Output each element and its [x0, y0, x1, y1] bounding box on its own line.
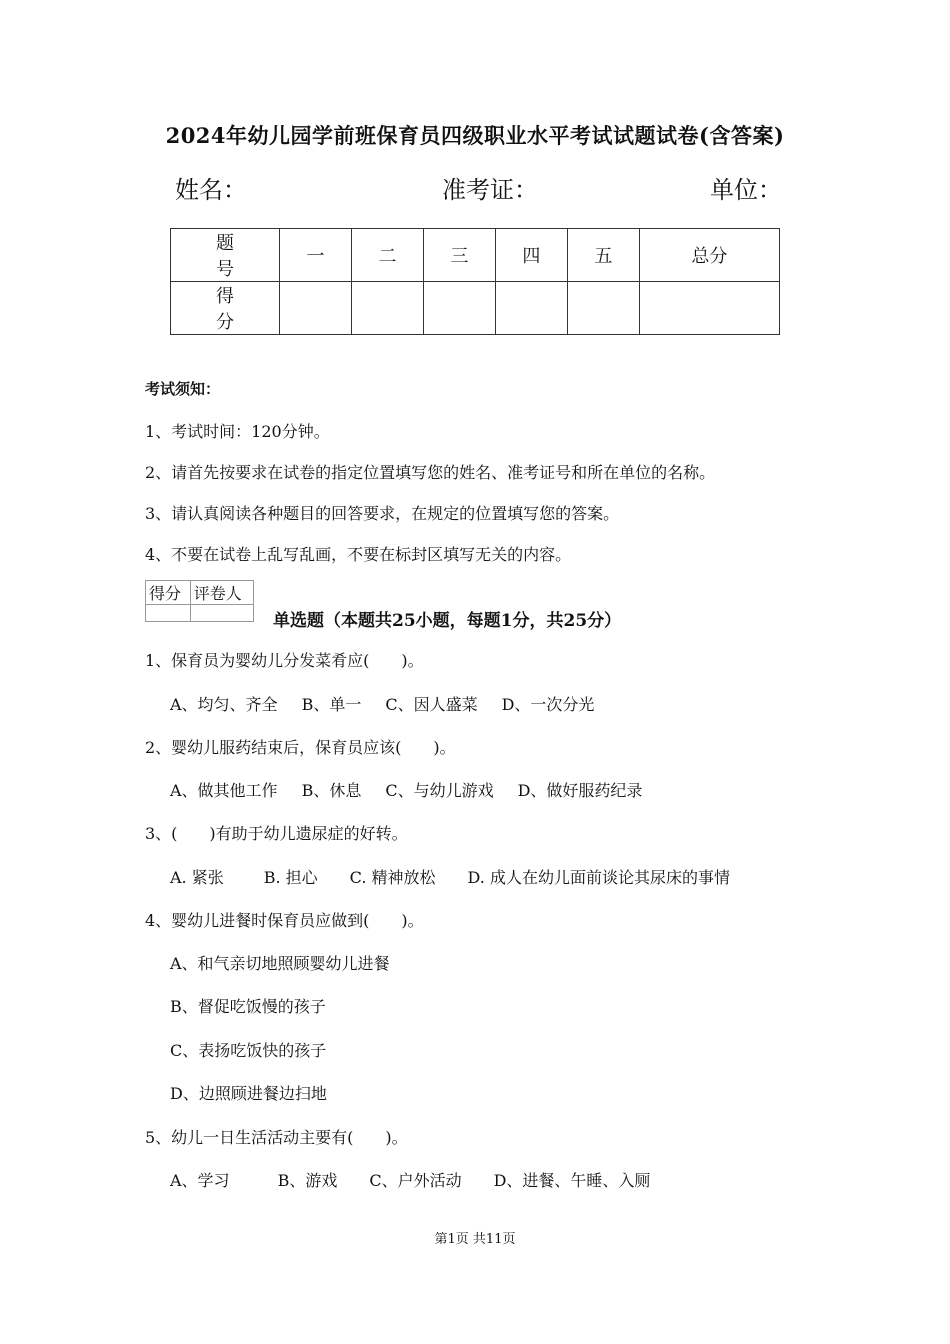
option: A、均匀、齐全: [170, 695, 278, 714]
score-table-col-4: 四: [495, 229, 567, 282]
option: D、做好服药纪录: [517, 781, 643, 800]
page-number: 第1页 共11页: [434, 1232, 516, 1247]
question-options: [170, 1168, 650, 1191]
option: C、户外活动: [369, 1171, 462, 1190]
question-stem: 4、婴幼儿进餐时保育员应做到( )。: [145, 911, 424, 930]
grader-box: [145, 580, 254, 622]
notice-title: 考试须知：: [145, 380, 221, 398]
option: B、休息: [301, 781, 362, 800]
score-table-col-3: 三: [423, 229, 495, 282]
question-stem: 3、( )有助于幼儿遗尿症的好转。: [145, 824, 408, 843]
unit-field-label: 单位：: [710, 176, 782, 204]
grader-reviewer-label: 评卷人: [190, 581, 253, 605]
option: C、与幼儿游戏: [385, 781, 494, 800]
notice-item: 2、请首先按要求在试卷的指定位置填写您的姓名、准考证号和所在单位的名称。: [145, 463, 716, 482]
question-stem: 1、保育员为婴幼儿分发菜肴应( )。: [145, 651, 424, 670]
score-cell-2[interactable]: [351, 282, 423, 335]
notice-item: 4、不要在试卷上乱写乱画，不要在标封区填写无关的内容。: [145, 545, 572, 564]
option: A. 紧张: [170, 868, 224, 887]
score-table-col-total: 总分: [639, 229, 779, 282]
question-option: B、督促吃饭慢的孩子: [170, 997, 326, 1016]
option: C. 精神放松: [349, 868, 436, 887]
option: C、因人盛菜: [385, 695, 478, 714]
question-option: D、边照顾进餐边扫地: [170, 1084, 327, 1103]
question-option: C、表扬吃饭快的孩子: [170, 1041, 327, 1060]
option: B. 担心: [263, 868, 318, 887]
section-title: 单选题（本题共25小题，每题1分，共25分）: [273, 611, 622, 631]
score-table-header-label: 题 号: [171, 229, 280, 282]
option: B、单一: [301, 695, 362, 714]
score-cell-total[interactable]: [639, 282, 779, 335]
option: D、进餐、午睡、入厕: [493, 1171, 651, 1190]
score-cell-3[interactable]: [423, 282, 495, 335]
option: A、做其他工作: [170, 781, 278, 800]
question-stem: 2、婴幼儿服药结束后，保育员应该( )。: [145, 738, 456, 757]
option: D. 成人在幼儿面前谈论其尿床的事情: [467, 868, 730, 887]
name-field-label: 姓名：: [175, 176, 247, 204]
score-cell-5[interactable]: [567, 282, 639, 335]
notice-item: 3、请认真阅读各种题目的回答要求，在规定的位置填写您的答案。: [145, 504, 620, 523]
score-table: [170, 228, 780, 335]
question-options: [170, 865, 730, 888]
grader-score-label: 得分: [146, 581, 191, 605]
exam-id-field-label: 准考证：: [442, 176, 538, 204]
option: A、学习: [170, 1171, 230, 1190]
question-options: [170, 778, 642, 801]
option: B、游戏: [277, 1171, 338, 1190]
question-stem: 5、幼儿一日生活活动主要有( )。: [145, 1128, 408, 1147]
grader-score-cell[interactable]: [146, 605, 191, 622]
score-table-col-2: 二: [351, 229, 423, 282]
score-table-col-1: 一: [280, 229, 352, 282]
score-table-header-row: [171, 229, 780, 282]
grader-reviewer-cell[interactable]: [190, 605, 253, 622]
score-table-row-label: 得 分: [171, 282, 280, 335]
question-options: [170, 692, 594, 715]
question-option: A、和气亲切地照顾婴幼儿进餐: [170, 954, 390, 973]
score-cell-4[interactable]: [495, 282, 567, 335]
notice-item: 1、考试时间：120分钟。: [145, 422, 330, 441]
score-table-col-5: 五: [567, 229, 639, 282]
option: D、一次分光: [501, 695, 595, 714]
document-title: 2024年幼儿园学前班保育员四级职业水平考试试题试卷(含答案): [165, 123, 785, 148]
score-table-score-row: [171, 282, 780, 335]
